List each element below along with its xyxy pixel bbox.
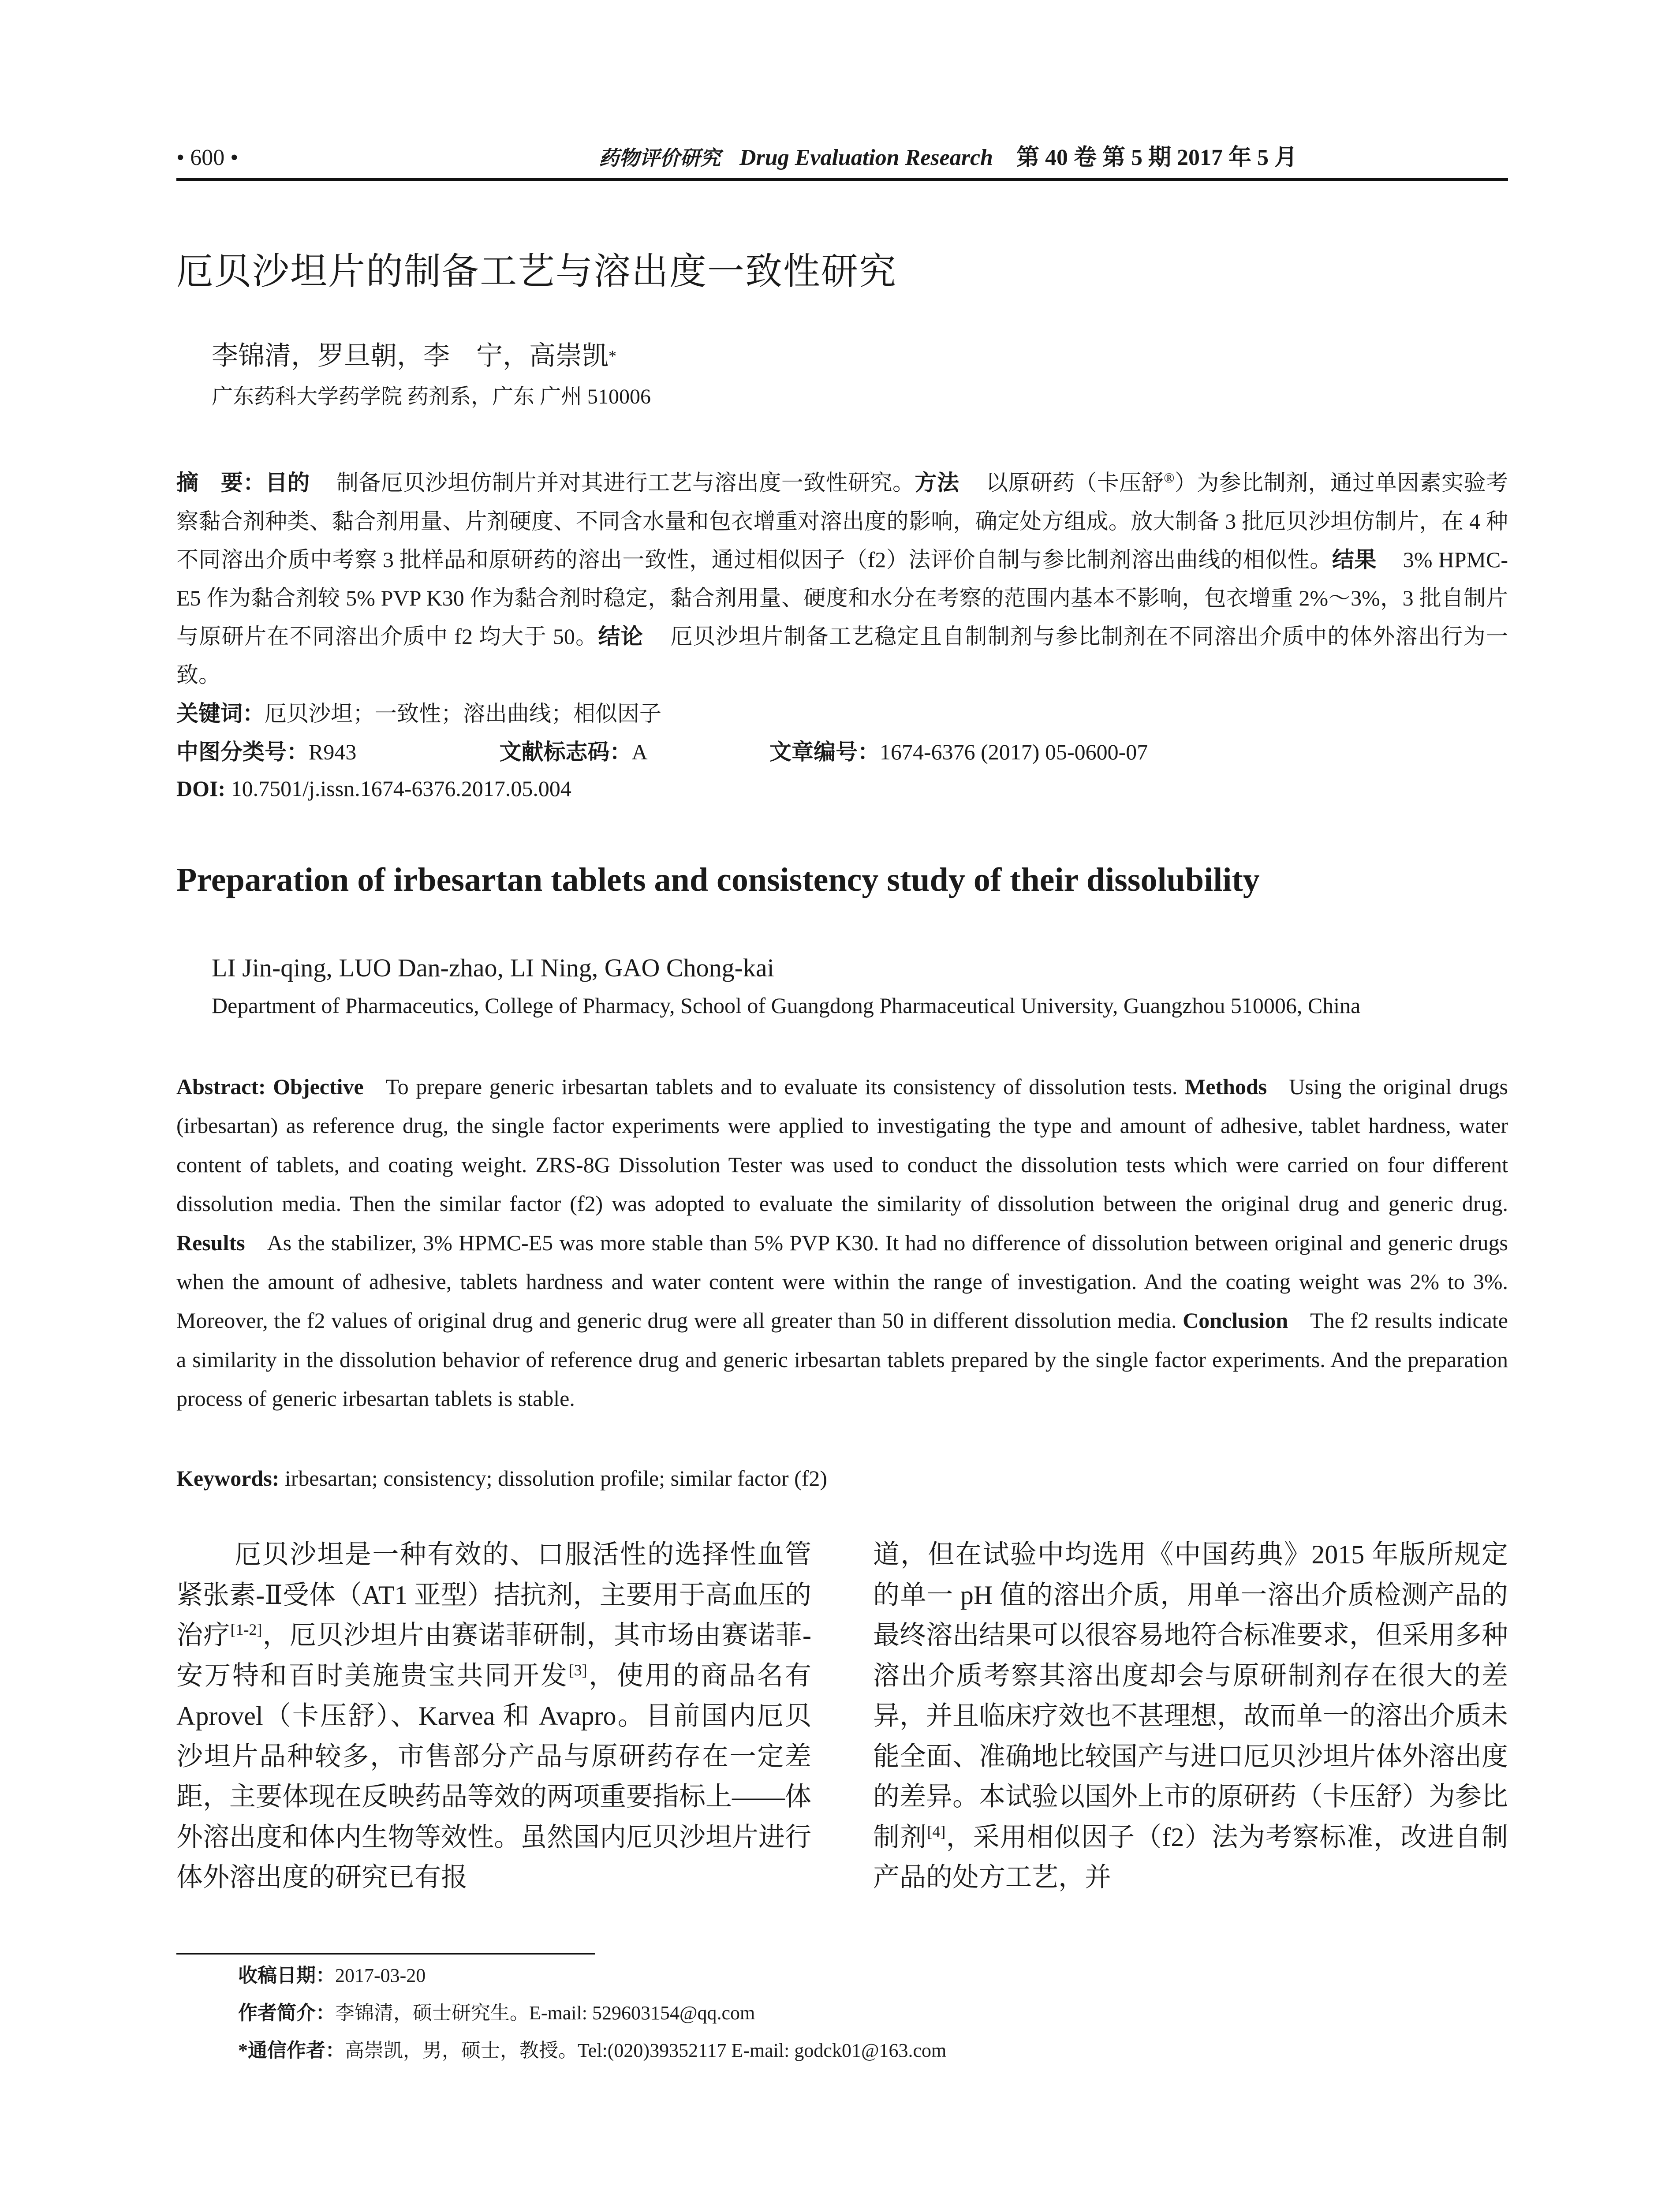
header-rule (176, 178, 1508, 181)
citation-4: [4] (927, 1822, 946, 1840)
results-en-text: As the stabilizer, 3% HPMC-E5 was more stable than 5% PVP K30. It had no difference of dissolution between original and generic drugs when the amount of adhesive, tablets hardness and water content were within the range of investigation. And the coating weight was 2% to 3%. Moreover, the f2 values of original drug and generic drug were all greater than 50 in different dissolution media. (176, 1230, 1508, 1333)
methods-en-text: Using the original drugs (irbesartan) as reference drug, the single factor experiments were applied to investigating the type and amount of adhesive, tablet hardness, water content of tablets, and coating weight. ZRS-8G Dissolution Tester was used to conduct the dissolution tests which were carried on four different dissolution media. Then the similar factor (f2) was adopted to evaluate the similarity of dissolution between the original drug and generic drug. (176, 1074, 1508, 1216)
keywords-chinese (176, 696, 661, 731)
body-right-text-b: ，采用相似因子（f2）法为考察标准，改进自制产品的处方工艺，并 (873, 1822, 1508, 1892)
author-list: 李锦清，罗旦朝，李 宁，高崇凯 (212, 341, 609, 370)
keywords-en-value: irbesartan; consistency; dissolution profile; similar factor (f2) (279, 1466, 828, 1491)
corresponding-text: 高崇凯，男，硕士，教授。Tel:(020)39352117 E-mail: godck01@163.com (345, 2040, 947, 2061)
footnote-rule (176, 1953, 595, 1955)
journal-logo: 药物评价研究 (599, 146, 721, 170)
keywords-en-label: Keywords: (176, 1466, 280, 1491)
clc-field (176, 734, 494, 770)
methods-en-label: Methods (1185, 1074, 1267, 1099)
conclusion-text: 厄贝沙坦片制备工艺稳定且自制制剂与参比制剂在不同溶出介质中的体外溶出行为一致。 (176, 624, 1508, 687)
citation-3: [3] (568, 1661, 587, 1679)
results-en-label: Results (176, 1230, 245, 1255)
footnote-received (238, 1960, 426, 1991)
article-number-value: 1674-6376 (2017) 05-0600-07 (880, 740, 1148, 764)
body-left-text-a: 厄贝沙坦是一种有效的、口服活性的选择性血管紧张素-Ⅱ受体（AT1 亚型）拮抗剂，主要用于高血压的治疗 (176, 1540, 811, 1650)
clc-value: R943 (309, 740, 357, 764)
citation-1-2: [1-2] (230, 1621, 262, 1638)
classification-row (176, 734, 1508, 770)
results-text: 3% HPMC-E5 作为黏合剂较 5% PVP K30 作为黏合剂时稳定，黏合剂用量、硬度和水分在考察的范围内基本不影响，包衣增重 2%～3%，3 批自制片与原研片在不同溶出介质中 f2 均大于 50。 (176, 547, 1508, 649)
keywords-value: 厄贝沙坦；一致性；溶出曲线；相似因子 (265, 701, 661, 726)
abstract-en-label: Abstract: (176, 1074, 266, 1099)
corresponding-mark: * (609, 347, 616, 365)
article-number-label: 文章编号： (769, 740, 880, 764)
body-right-text-a: 道，但在试验中均选用《中国药典》2015 年版所规定的单一 pH 值的溶出介质，用单一溶出介质检测产品的最终溶出结果可以很容易地符合标准要求，但采用多种溶出介质考察其溶出度却会与原研制剂存在很大的差异，并且临床疗效也不甚理想，故而单一的溶出介质未能全面、准确地比较国产与进口厄贝沙坦片体外溶出度的差异。本试验以国外上市的原研药（卡压舒）为参比制剂 (873, 1540, 1508, 1852)
title-english: Preparation of irbesartan tablets and consistency study of their dissolubility (176, 861, 1260, 898)
journal-name: Drug Evaluation Research (739, 145, 993, 170)
objective-label: 目的 (265, 470, 310, 495)
journal-issue: 第 40 卷 第 5 期 2017 年 5 月 (1016, 145, 1297, 170)
conclusion-label: 结论 (598, 624, 644, 649)
authors-chinese (212, 336, 616, 376)
doc-code-label: 文献标志码： (499, 740, 632, 764)
methods-label: 方法 (915, 470, 959, 495)
page-number: • 600 • (176, 145, 239, 170)
abstract-label: 摘 要： (176, 470, 265, 495)
journal-header (441, 140, 1455, 176)
objective-en-text: To prepare generic irbesartan tablets and to evaluate its consistency of dissolution tests. (385, 1074, 1178, 1099)
affiliation-chinese: 广东药科大学药学院 药剂系，广东 广州 510006 (212, 385, 651, 408)
authors-english: LI Jin-qing, LUO Dan-zhao, LI Ning, GAO Chong-kai (212, 953, 774, 982)
doi-line (176, 771, 571, 806)
received-date: 2017-03-20 (335, 1965, 426, 1986)
affiliation-english: Department of Pharmaceutics, College of Pharmacy, School of Guangdong Pharmaceutical University, Guangzhou 510006, China (212, 993, 1361, 1018)
received-label: 收稿日期： (238, 1965, 335, 1986)
title-chinese: 厄贝沙坦片的制备工艺与溶出度一致性研究 (176, 250, 897, 293)
doi-label: DOI: (176, 776, 226, 801)
clc-label: 中图分类号： (176, 740, 309, 764)
methods-text-a: 以原研药（卡压舒 (986, 470, 1164, 495)
abstract-chinese (176, 459, 1508, 694)
body-left-text-b: ，厄贝沙坦片由赛诺菲研制，其市场由赛诺菲-安万特和百时美施贵宝共同开发 (176, 1621, 812, 1690)
keywords-label: 关键词： (176, 701, 265, 726)
registered-mark: ® (1164, 470, 1175, 486)
objective-en-label: Objective (273, 1074, 364, 1099)
running-header (176, 140, 1508, 180)
bio-text: 李锦清，硕士研究生。E-mail: 529603154@qq.com (335, 2002, 755, 2024)
body-left-text-c: ，使用的商品名有 Aprovel（卡压舒）、Karvea 和 Avapro。目前国内厄贝沙坦片品种较多，市售部分产品与原研药存在一定差距，主要体现在反映药品等效的两项重要指标上——体外溶出度和体内生物等效性。虽然国内厄贝沙坦片进行体外溶出度的研究已有报 (176, 1661, 812, 1892)
results-label: 结果 (1332, 547, 1377, 572)
footnote-author-bio (238, 1998, 755, 2029)
keywords-english (176, 1459, 827, 1498)
corresponding-label: *通信作者： (238, 2040, 345, 2061)
abstract-english (176, 1067, 1508, 1418)
article-number-field (769, 734, 1148, 770)
doc-code-value: A (631, 740, 648, 764)
body-column-right (873, 1535, 1508, 1898)
doi-value: 10.7501/j.issn.1674-6376.2017.05.004 (225, 776, 571, 801)
methods-text-b: ）为参比制剂，通过单因素实验考察黏合剂种类、黏合剂用量、片剂硬度、不同含水量和包衣增重对溶出度的影响，确定处方组成。放大制备 3 批厄贝沙坦仿制片，在 4 种不同溶出介质中考察 3 批样品和原研药的溶出一致性，通过相似因子（f2）法评价自制与参比制剂溶出曲线的相似性。 (176, 470, 1508, 572)
objective-text: 制备厄贝沙坦仿制片并对其进行工艺与溶出度一致性研究。 (336, 470, 915, 495)
body-column-left (176, 1535, 811, 1898)
footnote-corresponding (238, 2035, 946, 2066)
bio-label: 作者简介： (238, 2002, 335, 2024)
conclusion-en-text: The f2 results indicate a similarity in the dissolution behavior of reference drug and generic irbesartan tablets prepared by the single factor experiments. And the preparation process of generic irbesartan tablets is stable. (176, 1308, 1508, 1411)
doc-code-field (500, 734, 764, 770)
conclusion-en-label: Conclusion (1183, 1308, 1288, 1333)
